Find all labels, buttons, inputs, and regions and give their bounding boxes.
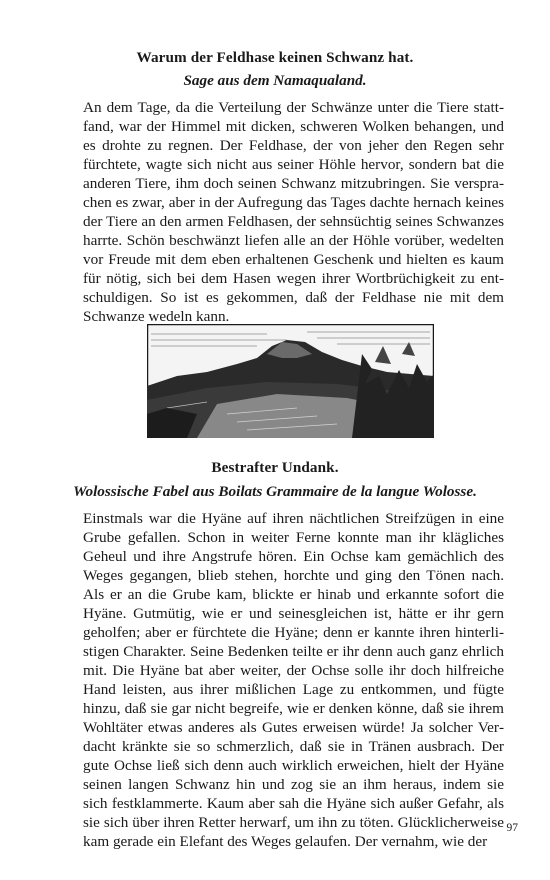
story-1-text: An dem Tage, da die Verteilung der Schwänze unter die Tiere stattfand, war der Himmel mit dicken, schweren Wolken behangen, und es drohte zu regnen. Der Feldhase, der von jeher den Regen sehr fürchtete, wagte sich nicht aus seiner Höhle hervor, sondern bat die anderen Tiere, ihm doch seinen Schwanz mitzubringen. Sie versprachen es zwar, aber in der Aufregung das Tages dachte hernach keines der Tiere an den armen Feldhasen, der sehnsüchtig seines Schwanzes harrte. Schön beschwänzt liefen alle an der Höhle vorüber, wedelten vor Freude mit dem eben erhaltenen Geschenk und hielten es kaum für nötig, sich bei dem Hasen wegen ihrer Wortbrüchigkeit zu entschuldigen. So ist es gekommen, daß der Feldhase nie mit dem Schwanze wedeln kann. (83, 99, 504, 325)
page-number: 97 (506, 822, 518, 834)
story-2-text: Einstmals war die Hyäne auf ihren nächtlichen Streifzügen in eine Grube gefallen. Schon in weiter Ferne konnte man ihr klägliches Geheul und ihre Angstrufe hören. Ein Ochse kam gemächlich des Weges gegangen, blieb stehen, horchte und ging den Tönen nach. Als er an die Grube kam, blickte er hinab und erkannte sofort die Hyäne. Gutmütig, wie er und seinesgleichen ist, hätte er ihr gern geholfen; aber er fürchtete die Hyäne; denn er kannte ihren hinterlistigen Charakter. Seine Bedenken teilte er ihr denn auch ganz ehrlich mit. Die Hyäne bat aber weiter, der Ochse solle ihr doch hilfreiche Hand leisten, aus ihrer mißlichen Lage zu entkommen, und fügte hinzu, daß sie gar nicht begreife, wie er denken könne, daß sie ihrem Wohltäter etwas anderes als Gutes erweisen würde! Ja solcher Verdacht kränkte sie so schmerzlich, daß sie in Tränen ausbrach. Der gute Ochse ließ sich denn auch wirklich erweichen, hielt der Hyäne seinen langen Schwanz hin und zog sie an ihm heraus, indem sie sich festklammerte. Kaum aber sah die Hyäne sich außer Gefahr, als sie sich über ihren Retter herwarf, um ihn zu töten. Glücklicherweise kam gerade ein Elefant des Weges gelaufen. Der vernahm, wie der (83, 510, 504, 850)
story-2-subtitle: Wolossische Fabel aus Boilats Grammaire de la langue Wolosse. (73, 483, 477, 500)
story-1-subtitle: Sage aus dem Namaqualand. (183, 72, 367, 89)
landscape-woodcut-illustration (147, 324, 434, 438)
story-2-title: Bestrafter Undank. (211, 459, 339, 476)
story-1-title: Warum der Feldhase keinen Schwanz hat. (136, 49, 414, 66)
